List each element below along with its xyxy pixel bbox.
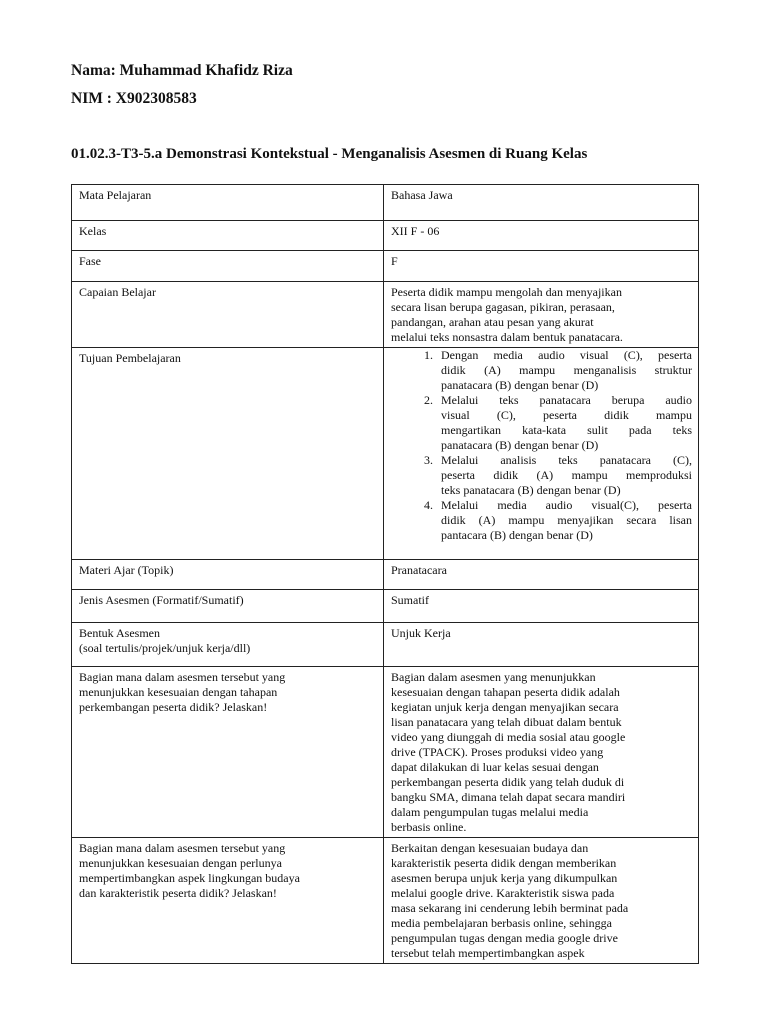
table-row [72, 185, 699, 221]
row-label-capaian-belajar: Capaian Belajar [72, 282, 384, 348]
tujuan-list [391, 348, 692, 543]
row-label-jenis-asesmen: Jenis Asesmen (Formatif/Sumatif) [72, 590, 384, 623]
table-row [72, 282, 699, 348]
capaian-line: Peserta didik mampu mengolah dan menyajikan [391, 285, 622, 299]
row-label-tujuan-pembelajaran: Tujuan Pembelajaran [72, 348, 384, 560]
list-item: 1. Dengan media audio visual (C), peserta didik (A) mampu menganalisis struktur panatacara (B) dengan benar (D) [436, 348, 692, 393]
row-label-bentuk-asesmen: Bentuk Asesmen (soal tertulis/projek/unjuk kerja/dll) [72, 623, 384, 667]
capaian-line: melalui teks nonsastra dalam bentuk panatacara. [391, 330, 623, 344]
document-title: 01.02.3-T3-5.a Demonstrasi Kontekstual - Menganalisis Asesmen di Ruang Kelas [71, 146, 588, 162]
row-value-mata-pelajaran: Bahasa Jawa [384, 185, 699, 221]
row-value-materi-ajar: Pranatacara [384, 560, 699, 590]
table-row [72, 221, 699, 251]
table-row [72, 623, 699, 667]
row-value-fase: F [384, 251, 699, 282]
table-row [72, 590, 699, 623]
answer-2: Berkaitan dengan kesesuaian budaya dan karakteristik peserta didik dengan memberikan asesmen berupa unjuk kerja yang dikumpulkan melalui google drive. Karakteristik siswa pada masa sekarang ini cenderung lebih berminat pada media pembelajaran berbasis online, sehingga pengumpulan tugas dengan media google drive tersebut telah mempertimbangkan aspek [384, 838, 699, 964]
row-label-fase: Fase [72, 251, 384, 282]
student-name: Nama: Muhammad Khafidz Riza [71, 62, 293, 79]
row-value-kelas: XII F - 06 [384, 221, 699, 251]
row-label-kelas: Kelas [72, 221, 384, 251]
list-item: 4. Melalui media audio visual(C), peserta didik (A) mampu menyajikan secara lisan pantacara (B) dengan benar (D) [436, 498, 692, 543]
row-label-materi-ajar: Materi Ajar (Topik) [72, 560, 384, 590]
table-row [72, 667, 699, 838]
list-item: 2. Melalui teks panatacara berupa audio visual (C), peserta didik mampu mengartikan kata-kata sulit pada teks panatacara (B) dengan benar (D) [436, 393, 692, 453]
capaian-line: secara lisan berupa gagasan, pikiran, perasaan, [391, 300, 615, 314]
table-row [72, 838, 699, 964]
question-2: Bagian mana dalam asesmen tersebut yang menunjukkan kesesuaian dengan perlunya mempertimbangkan aspek lingkungan budaya dan karakteristik peserta didik? Jelaskan! [72, 838, 384, 964]
row-label-mata-pelajaran: Mata Pelajaran [72, 185, 384, 221]
row-value-jenis-asesmen: Sumatif [384, 590, 699, 623]
student-nim: NIM : X902308583 [71, 90, 197, 107]
table-row [72, 560, 699, 590]
capaian-line: pandangan, arahan atau pesan yang akurat [391, 315, 594, 329]
row-value-capaian-belajar [384, 282, 699, 348]
table-row [72, 348, 699, 560]
row-value-bentuk-asesmen: Unjuk Kerja [384, 623, 699, 667]
answer-1: Bagian dalam asesmen yang menunjukkan kesesuaian dengan tahapan peserta didik adalah kegiatan unjuk kerja dengan menyajikan secara lisan panatacara yang telah dibuat dalam bentuk video yang diunggah di media sosial atau google drive (TPACK). Proses produksi video yang dapat dilakukan di luar kelas sesuai dengan perkembangan peserta didik yang telah duduk di bangku SMA, dimana telah dapat secara mandiri dalam pengumpulan tugas melalui media berbasis online. [384, 667, 699, 838]
list-item: 3. Melalui analisis teks panatacara (C), peserta didik (A) mampu memproduksi teks panatacara (B) dengan benar (D) [436, 453, 692, 498]
table-row [72, 251, 699, 282]
assessment-table [71, 184, 699, 964]
question-1: Bagian mana dalam asesmen tersebut yang menunjukkan kesesuaian dengan tahapan perkembangan peserta didik? Jelaskan! [72, 667, 384, 838]
row-value-tujuan-pembelajaran [384, 348, 699, 560]
